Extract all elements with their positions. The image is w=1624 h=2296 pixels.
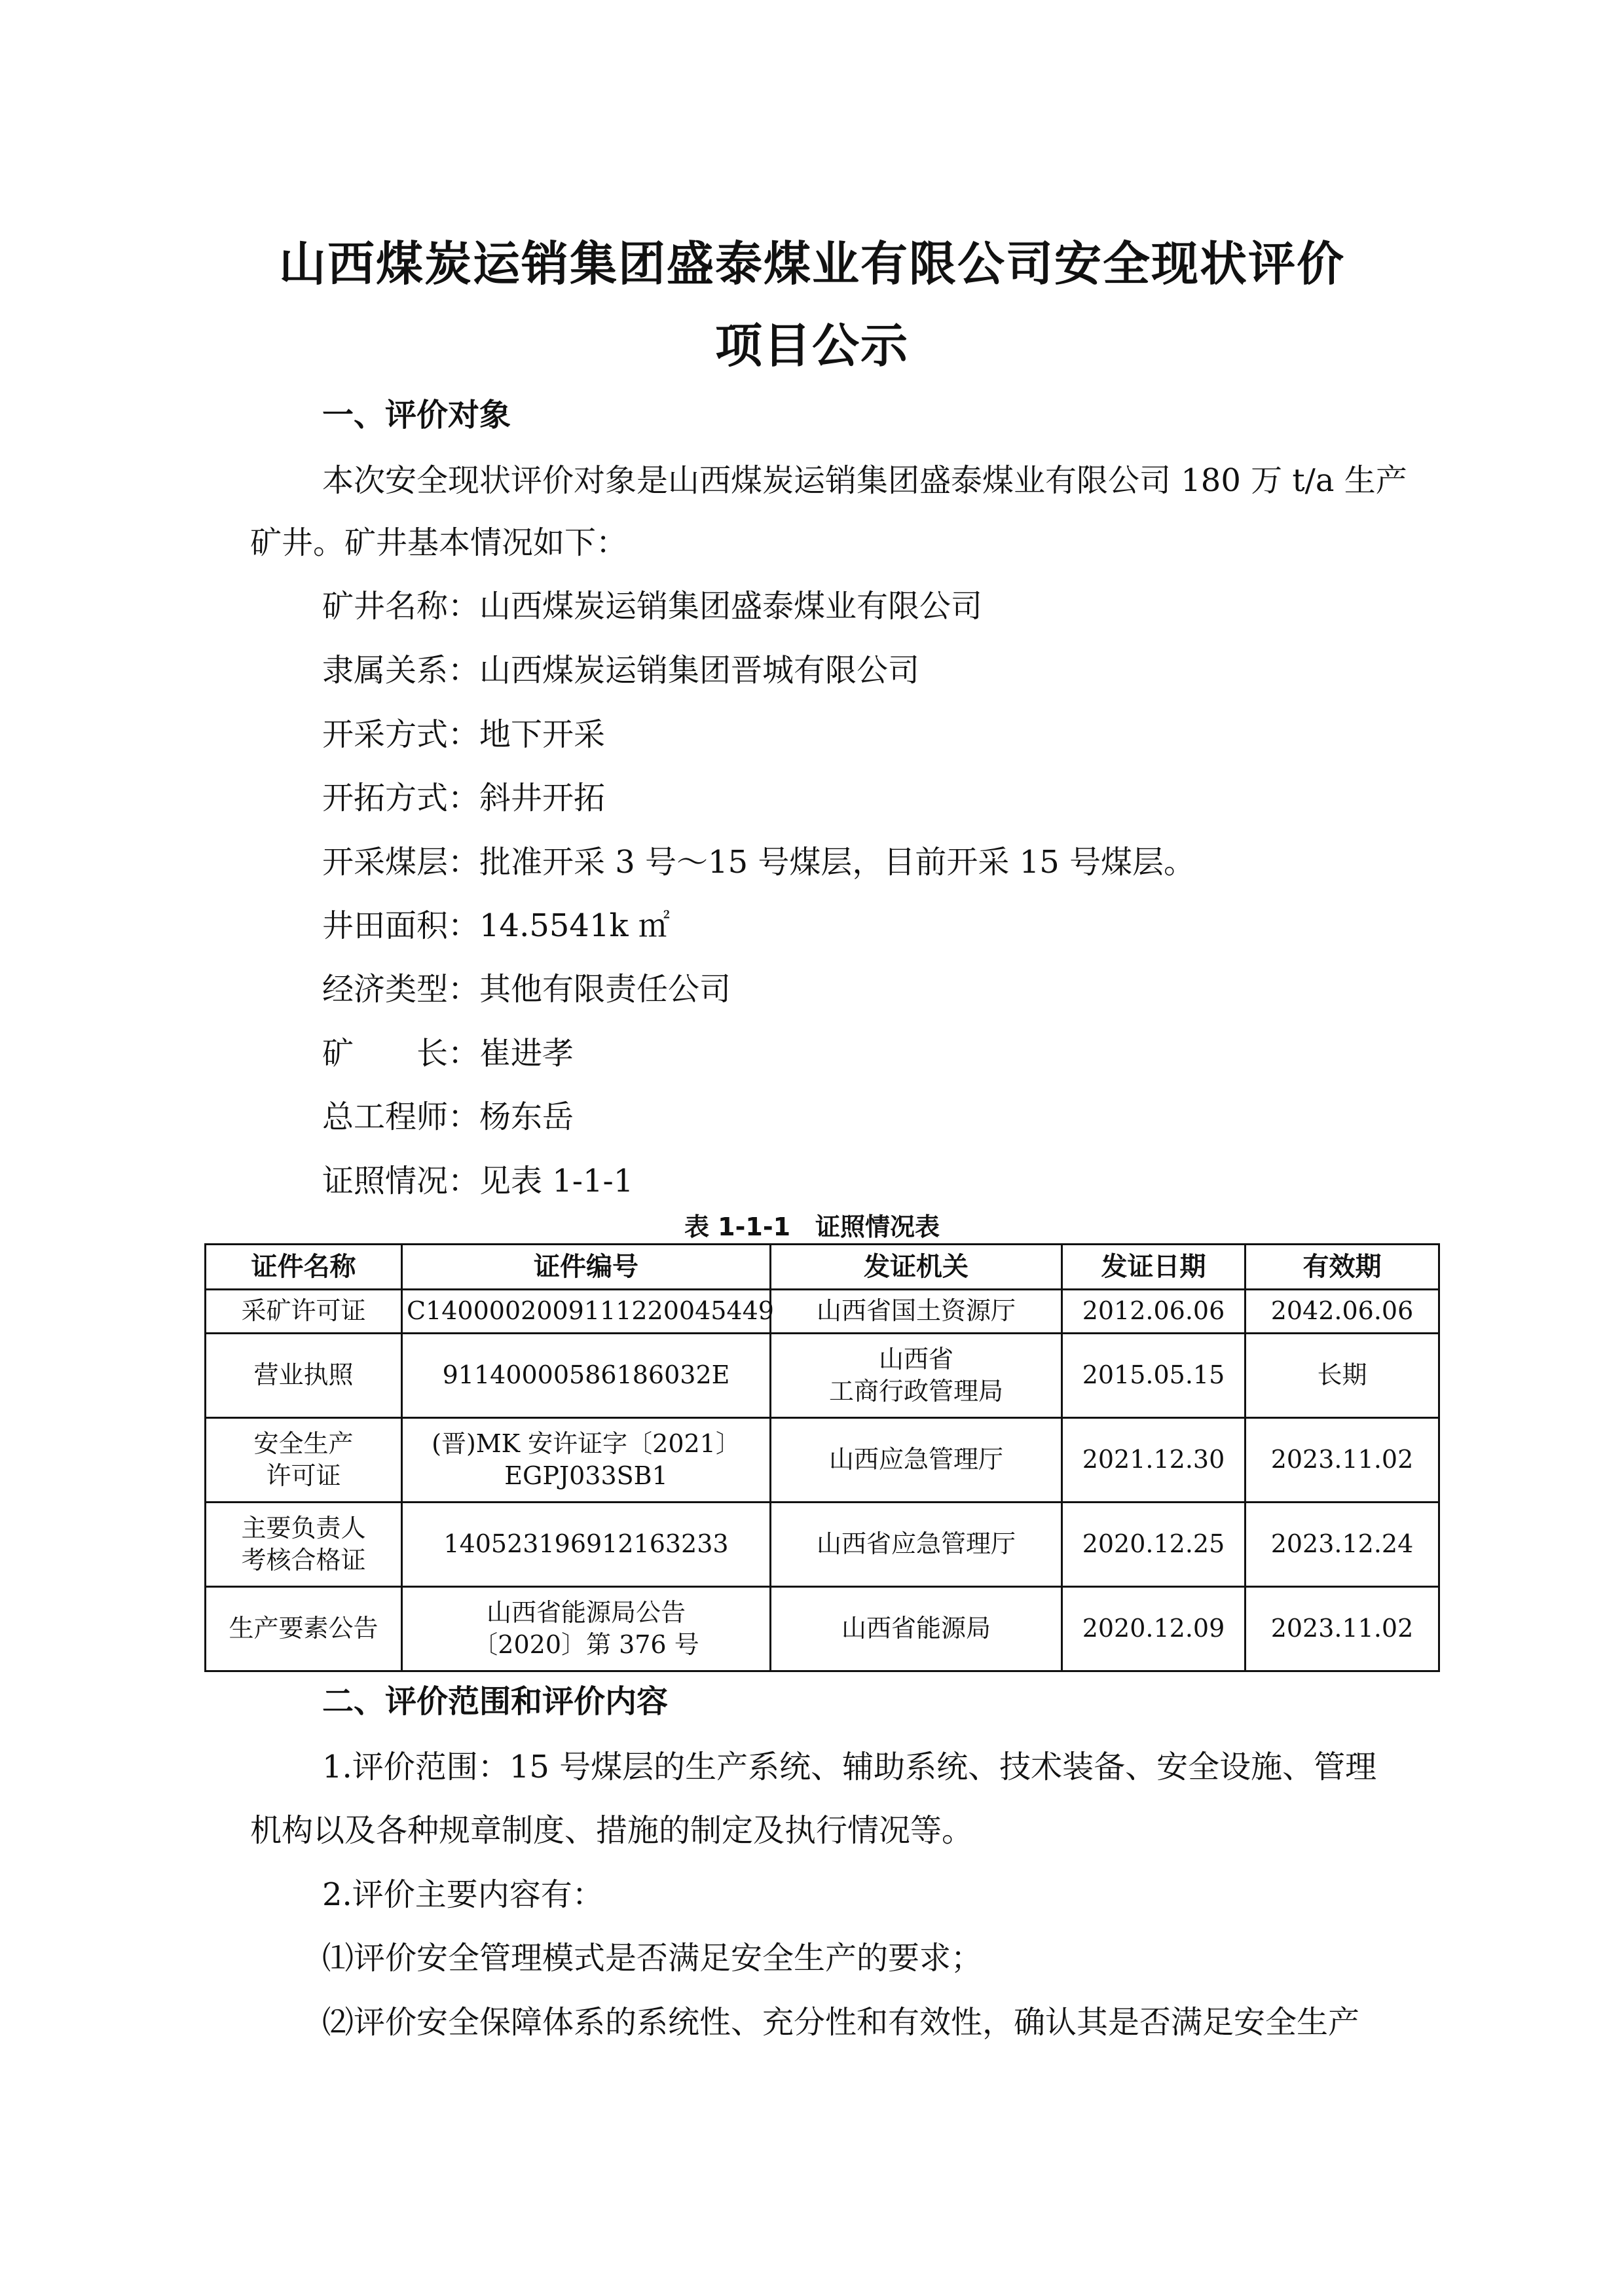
- cell-cert-name: 采矿许可证: [206, 1290, 402, 1334]
- table-row: [206, 1334, 1439, 1418]
- header-cert-number: 证件编号: [402, 1245, 771, 1290]
- section1-intro-line1: 本次安全现状评价对象是山西煤炭运销集团盛泰煤业有限公司 180 万 t/a 生产: [322, 462, 1407, 499]
- license-status: 证照情况：见表 1-1-1: [322, 1163, 634, 1199]
- cell-valid-until: 2023.11.02: [1246, 1418, 1439, 1503]
- cell-cert-name: 生产要素公告: [206, 1587, 402, 1671]
- table-caption: 表 1-1-1 证照情况表: [684, 1212, 940, 1241]
- cell-issue-date: 2012.06.06: [1062, 1290, 1246, 1334]
- chief-engineer: 总工程师：杨东岳: [322, 1099, 574, 1135]
- economic-type: 经济类型：其他有限责任公司: [322, 971, 731, 1008]
- table-row: [206, 1418, 1439, 1503]
- cell-cert-name: 主要负责人 考核合格证: [206, 1503, 402, 1587]
- header-cert-name: 证件名称: [206, 1245, 402, 1290]
- cell-issuer: 山西省应急管理厅: [771, 1503, 1062, 1587]
- content-intro: 2.评价主要内容有：: [322, 1876, 604, 1913]
- content-item-1: ⑴评价安全管理模式是否满足安全生产的要求；: [322, 1940, 983, 1977]
- document-title-line2: 项目公示: [714, 318, 909, 373]
- header-issuer: 发证机关: [771, 1245, 1062, 1290]
- section1-intro-line2: 矿井。矿井基本情况如下：: [250, 524, 628, 561]
- cell-cert-number: 91140000586186032E: [402, 1334, 771, 1418]
- cell-valid-until: 2023.12.24: [1246, 1503, 1439, 1587]
- scope-line2: 机构以及各种规章制度、措施的制定及执行情况等。: [250, 1812, 974, 1849]
- cell-issue-date: 2021.12.30: [1062, 1418, 1246, 1503]
- header-valid-until: 有效期: [1246, 1245, 1439, 1290]
- table-row: [206, 1290, 1439, 1334]
- cell-cert-number: 山西省能源局公告 〔2020〕第 376 号: [402, 1587, 771, 1671]
- cell-issuer: 山西省 工商行政管理局: [771, 1334, 1062, 1418]
- scope-line1: 1.评价范围：15 号煤层的生产系统、辅助系统、技术装备、安全设施、管理: [322, 1749, 1377, 1785]
- mine-name: 矿井名称：山西煤炭运销集团盛泰煤业有限公司: [322, 588, 983, 625]
- content-item-2: ⑵评价安全保障体系的系统性、充分性和有效性，确认其是否满足安全生产: [322, 2004, 1360, 2041]
- coal-seams: 开采煤层：批准开采 3 号～15 号煤层，目前开采 15 号煤层。: [322, 844, 1195, 881]
- cell-issuer: 山西应急管理厅: [771, 1418, 1062, 1503]
- cell-issuer: 山西省能源局: [771, 1587, 1062, 1671]
- cell-issue-date: 2015.05.15: [1062, 1334, 1246, 1418]
- field-area: 井田面积：14.5541k ㎡: [322, 907, 670, 944]
- section2-heading: 二、评价范围和评价内容: [322, 1683, 669, 1720]
- cell-valid-until: 2042.06.06: [1246, 1290, 1439, 1334]
- development-method: 开拓方式：斜井开拓: [322, 780, 606, 816]
- cell-issue-date: 2020.12.25: [1062, 1503, 1246, 1587]
- cell-cert-name: 营业执照: [206, 1334, 402, 1418]
- cell-issuer: 山西省国土资源厅: [771, 1290, 1062, 1334]
- table-row: [206, 1503, 1439, 1587]
- cell-cert-number: C1400002009111220045449: [402, 1290, 771, 1334]
- table-header-row: [206, 1245, 1439, 1290]
- section1-heading: 一、评价对象: [322, 397, 511, 433]
- affiliation: 隶属关系：山西煤炭运销集团晋城有限公司: [322, 652, 920, 689]
- header-issue-date: 发证日期: [1062, 1245, 1246, 1290]
- cell-valid-until: 长期: [1246, 1334, 1439, 1418]
- cell-issue-date: 2020.12.09: [1062, 1587, 1246, 1671]
- table-row: [206, 1587, 1439, 1671]
- cell-cert-number: (晋)MK 安许证字〔2021〕 EGPJ033SB1: [402, 1418, 771, 1503]
- mining-method: 开采方式：地下开采: [322, 716, 606, 753]
- cell-valid-until: 2023.11.02: [1246, 1587, 1439, 1671]
- cell-cert-number: 140523196912163233: [402, 1503, 771, 1587]
- document-title-line1: 山西煤炭运销集团盛泰煤业有限公司安全现状评价: [278, 236, 1345, 291]
- cell-cert-name: 安全生产 许可证: [206, 1418, 402, 1503]
- mine-director: 矿 长：崔进孝: [322, 1035, 574, 1072]
- certificate-table: [204, 1243, 1440, 1672]
